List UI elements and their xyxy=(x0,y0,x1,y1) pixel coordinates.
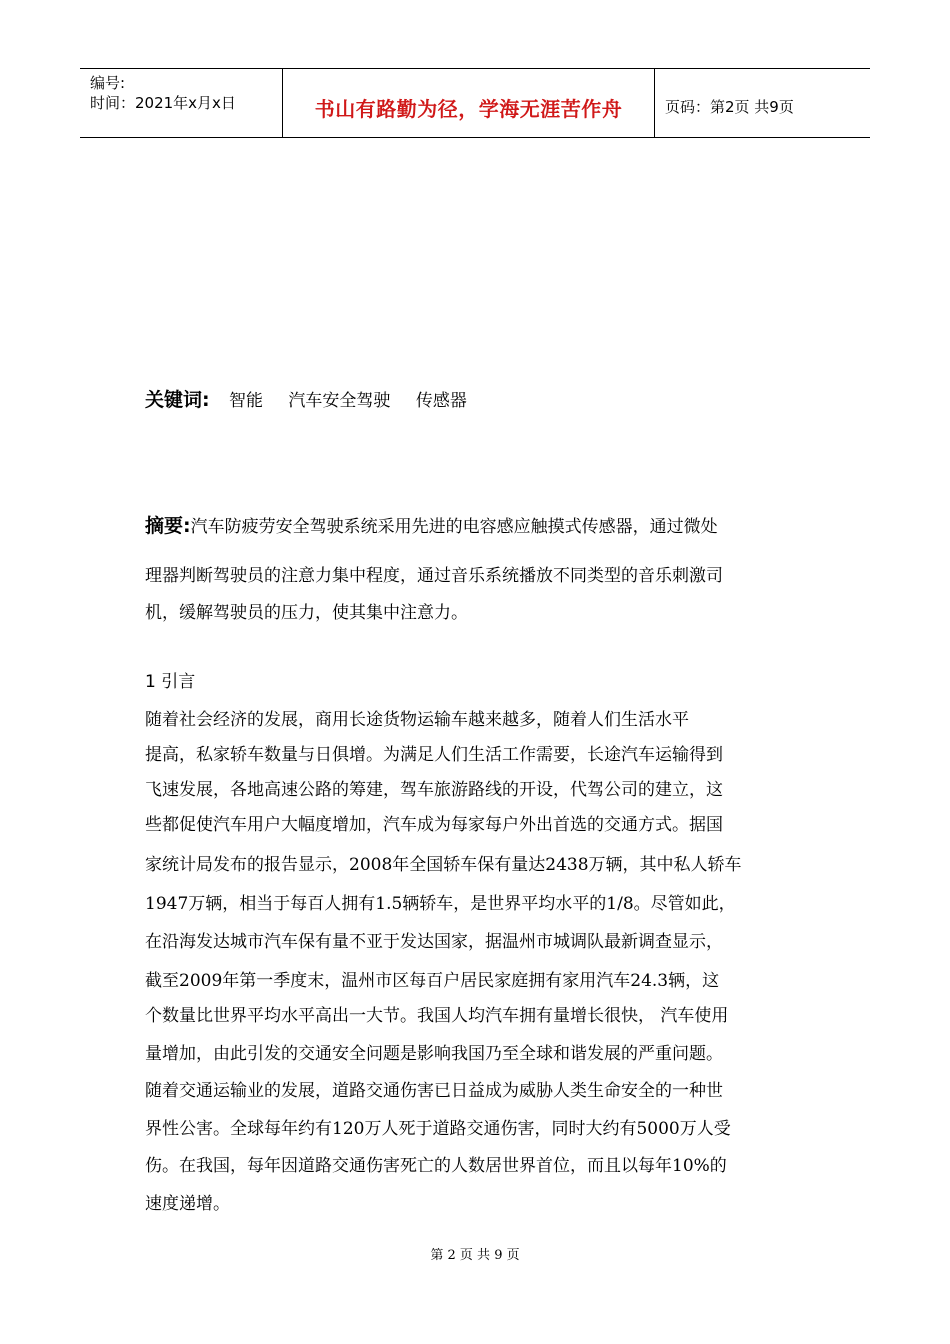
page-header xyxy=(80,68,870,138)
body-line: 随着交通运输业的发展，道路交通伤害已日益成为威胁人类生命安全的一种世 xyxy=(145,1081,723,1101)
body-line: 量增加，由此引发的交通安全问题是影响我国乃至全球和谐发展的严重问题。 xyxy=(145,1044,723,1064)
page-footer: 第 2 页 共 9 页 xyxy=(430,1248,520,1263)
keywords-line xyxy=(145,385,487,412)
header-page-cell xyxy=(655,69,870,137)
header-meta-cell xyxy=(80,69,283,137)
motto-text: 书山有路勤为径，学海无涯苦作舟 xyxy=(314,97,623,121)
time-label: 时间：2021年x月x日 xyxy=(90,94,236,112)
body-line: 个数量比世界平均水平高出一大节。我国人均汽车拥有量增长很快， 汽车使用 xyxy=(145,1006,729,1026)
body-line: 飞速发展，各地高速公路的筹建，驾车旅游路线的开设，代驾公司的建立，这 xyxy=(145,780,723,800)
body-line: 家统计局发布的报告显示，2008年全国轿车保有量达2438万辆，其中私人轿车 xyxy=(145,855,742,875)
abstract-line: 机，缓解驾驶员的压力，使其集中注意力。 xyxy=(145,603,468,623)
body-line: 1947万辆，相当于每百人拥有1.5辆轿车，是世界平均水平的1/8。尽管如此， xyxy=(145,894,736,914)
abstract-line xyxy=(145,511,718,538)
page-number-label: 页码：第2页 共9页 xyxy=(665,98,794,116)
body-line: 伤。在我国，每年因道路交通伤害死亡的人数居世界首位，而且以每年10%的 xyxy=(145,1156,727,1176)
section-title: 1 引言 xyxy=(145,672,196,692)
keyword-item: 智能 xyxy=(229,391,264,411)
body-line: 截至2009年第一季度末，温州市区每百户居民家庭拥有家用汽车24.3辆，这 xyxy=(145,971,720,991)
body-line: 些都促使汽车用户大幅度增加，汽车成为每家每户外出首选的交通方式。据国 xyxy=(145,815,723,835)
header-motto-cell xyxy=(283,69,655,137)
abstract-text: 汽车防疲劳安全驾驶系统采用先进的电容感应触摸式传感器，通过微处 xyxy=(190,517,718,537)
abstract-line: 理器判断驾驶员的注意力集中程度，通过音乐系统播放不同类型的音乐刺激司 xyxy=(145,566,723,586)
body-line: 在沿海发达城市汽车保有量不亚于发达国家，据温州市城调队最新调查显示， xyxy=(145,932,723,952)
body-line: 界性公害。全球每年约有120万人死于道路交通伤害，同时大约有5000万人受 xyxy=(145,1119,731,1139)
body-line: 随着社会经济的发展，商用长途货物运输车越来越多，随着人们生活水平 xyxy=(145,710,689,730)
keyword-item: 传感器 xyxy=(415,391,467,411)
keywords-label: 关键词: xyxy=(145,389,210,411)
body-line: 提高，私家轿车数量与日俱增。为满足人们生活工作需要，长途汽车运输得到 xyxy=(145,745,723,765)
body-line: 速度递增。 xyxy=(145,1194,230,1214)
abstract-label: 摘要: xyxy=(145,515,191,537)
number-label: 编号: xyxy=(90,74,126,92)
keyword-item: 汽车安全驾驶 xyxy=(288,391,391,411)
